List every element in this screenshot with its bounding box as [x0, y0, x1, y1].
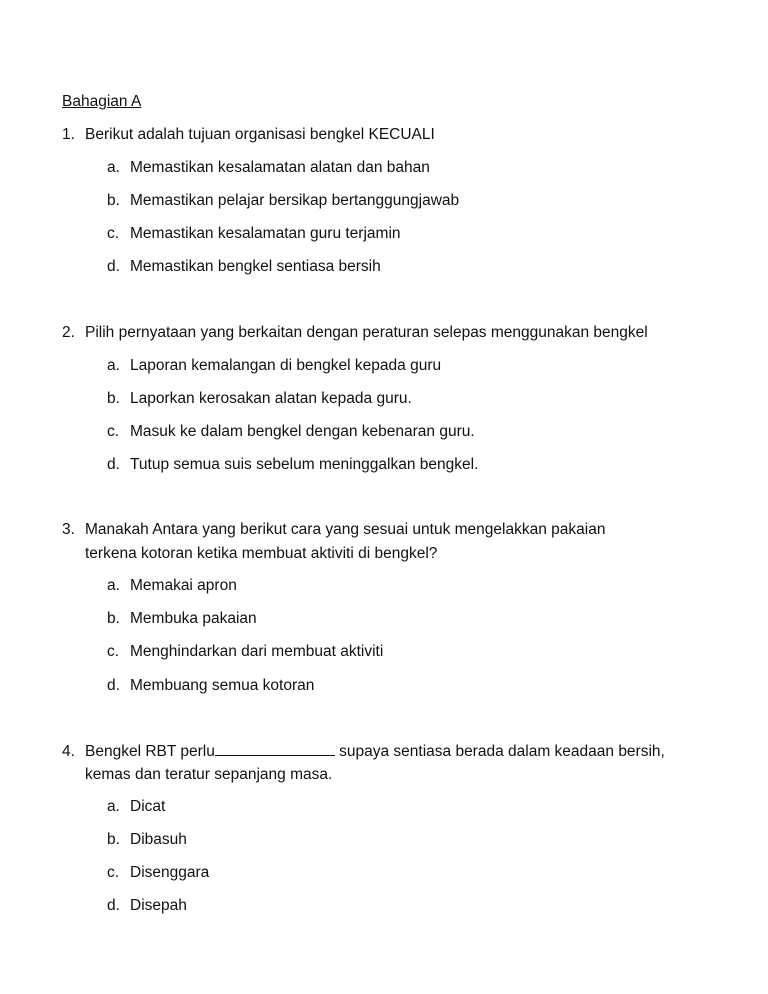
option-label: d. [107, 897, 120, 914]
option-label: d. [107, 456, 120, 473]
option-text: Membuang semua kotoran [130, 677, 315, 694]
option-label: a. [107, 159, 120, 176]
question-number: 3. [62, 521, 75, 538]
option-text: Menghindarkan dari membuat aktiviti [130, 643, 384, 660]
question-text-line-2: kemas dan teratur sepanjang masa. [85, 766, 333, 783]
option-text: Dibasuh [130, 831, 187, 848]
question-text-before-blank: Bengkel RBT perlu [85, 743, 215, 760]
option-label: c. [107, 225, 120, 242]
option-text: Laporan kemalangan di bengkel kepada guru [130, 357, 442, 374]
option-label: c. [107, 864, 120, 881]
question-number: 4. [62, 743, 75, 760]
answer-blank [215, 741, 335, 756]
question-number: 1. [62, 126, 75, 143]
option-text: Membuka pakaian [130, 610, 257, 627]
option-text: Dicat [130, 798, 166, 815]
option-text: Memastikan kesalamatan guru terjamin [130, 225, 401, 242]
option-label: a. [107, 577, 120, 594]
question-text: Pilih pernyataan yang berkaitan dengan peraturan selepas menggunakan bengkel [85, 324, 648, 341]
option-label: c. [107, 643, 120, 660]
question-number: 2. [62, 324, 75, 341]
option-label: d. [107, 677, 120, 694]
option-text: Disenggara [130, 864, 210, 881]
option-text: Memastikan kesalamatan alatan dan bahan [130, 159, 430, 176]
option-label: d. [107, 258, 120, 275]
option-text: Disepah [130, 897, 187, 914]
option-text: Masuk ke dalam bengkel dengan kebenaran guru. [130, 423, 475, 440]
question-text-after-blank: supaya sentiasa berada dalam keadaan bersih, [334, 743, 665, 760]
section-title: Bahagian A [62, 93, 142, 110]
option-text: Memastikan pelajar bersikap bertanggungjawab [130, 192, 460, 209]
option-label: b. [107, 831, 120, 848]
option-text: Memastikan bengkel sentiasa bersih [130, 258, 381, 275]
option-label: a. [107, 798, 120, 815]
option-label: c. [107, 423, 120, 440]
question-text: Berikut adalah tujuan organisasi bengkel KECUALI [85, 126, 435, 143]
option-label: b. [107, 192, 120, 209]
question-text-line-1 [85, 741, 665, 763]
option-text: Tutup semua suis sebelum meninggalkan bengkel. [130, 456, 479, 473]
option-label: b. [107, 390, 120, 407]
question-text-line-2: terkena kotoran ketika membuat aktiviti di bengkel? [85, 545, 438, 562]
option-label: b. [107, 610, 120, 627]
option-label: a. [107, 357, 120, 374]
question-text-line-1: Manakah Antara yang berikut cara yang sesuai untuk mengelakkan pakaian [85, 521, 606, 538]
option-text: Laporkan kerosakan alatan kepada guru. [130, 390, 412, 407]
option-text: Memakai apron [130, 577, 237, 594]
